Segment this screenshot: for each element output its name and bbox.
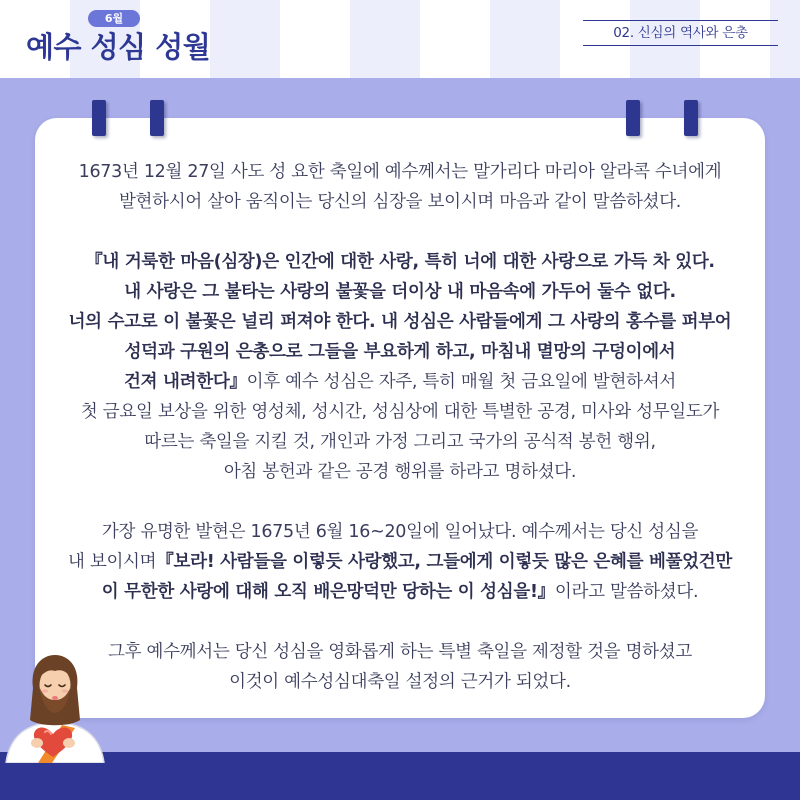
quote-end: 이 무한한 사랑에 대해 오직 배은망덕만 당하는 이 성심을!』 — [101, 582, 555, 602]
binder-tab — [626, 100, 640, 136]
text-segment: 이라고 말씀하셨다. — [554, 582, 699, 602]
text-line: 가장 유명한 발현은 1675년 6월 16~20일에 일어났다. 예수께서는 당신 성심을 — [101, 522, 699, 542]
quote-line: 『내 거룩한 마음(심장)은 인간에 대한 사랑, 특히 너에 대한 사랑으로 가득 차 있다. — [85, 252, 715, 272]
quote-line: 성덕과 구원의 은총으로 그들을 부요하게 하고, 마침내 멸망의 구덩이에서 — [124, 342, 676, 362]
paragraph-gap — [41, 487, 759, 517]
text-segment: 이후 예수 성심은 자주, 특히 매월 첫 금요일에 발현하셔서 — [246, 372, 676, 392]
footer-band — [0, 752, 800, 800]
jesus-holding-heart-icon — [0, 648, 110, 763]
page-title: 예수 성심 성월 — [26, 30, 211, 64]
body-text — [41, 157, 759, 697]
quote-line: 내 사랑은 그 불타는 사랑의 불꽃을 더이상 내 마음속에 가두어 둘수 없다. — [124, 282, 676, 302]
paragraph-gap — [41, 217, 759, 247]
text-line: 1673년 12월 27일 사도 성 요한 축일에 예수께서는 말가리다 마리아 알라콕 수녀에게 — [78, 162, 722, 182]
text-segment: 내 보이시며 — [67, 552, 157, 572]
text-line: 첫 금요일 보상을 위한 영성체, 성시간, 성심상에 대한 특별한 공경, 미사와 성무일도가 — [80, 402, 720, 422]
text-line — [41, 577, 759, 607]
paragraph-gap — [41, 607, 759, 637]
text-line: 그후 예수께서는 당신 성심을 영화롭게 하는 특별 축일을 제정할 것을 명하셨고 — [108, 642, 692, 662]
text-line: 이것이 예수성심대축일 설정의 근거가 되었다. — [229, 672, 571, 692]
quote-end: 건져 내려한다』 — [124, 372, 247, 392]
quote-start: 『보라! 사람들을 이렇듯 사랑했고, 그들에게 이렇듯 많은 은혜를 베풀었건만 — [156, 552, 732, 572]
binder-tab — [150, 100, 164, 136]
section-label: 02. 신심의 역사와 은총 — [583, 20, 778, 46]
text-line — [41, 367, 759, 397]
binder-tab — [684, 100, 698, 136]
text-line — [41, 547, 759, 577]
text-line: 발현하시어 살아 움직이는 당신의 심장을 보이시며 마음과 같이 말씀하셨다. — [118, 192, 682, 212]
text-line: 따르는 축일을 지킬 것, 개인과 가정 그리고 국가의 공식적 봉헌 행위, — [144, 432, 656, 452]
quote-line: 너의 수고로 이 불꽃은 널리 퍼져야 한다. 내 성심은 사람들에게 그 사랑의 홍수를 퍼부어 — [68, 312, 732, 332]
text-line: 아침 봉헌과 같은 공경 행위를 하라고 명하셨다. — [223, 462, 577, 482]
binder-tab — [92, 100, 106, 136]
month-badge: 6월 — [88, 10, 140, 27]
